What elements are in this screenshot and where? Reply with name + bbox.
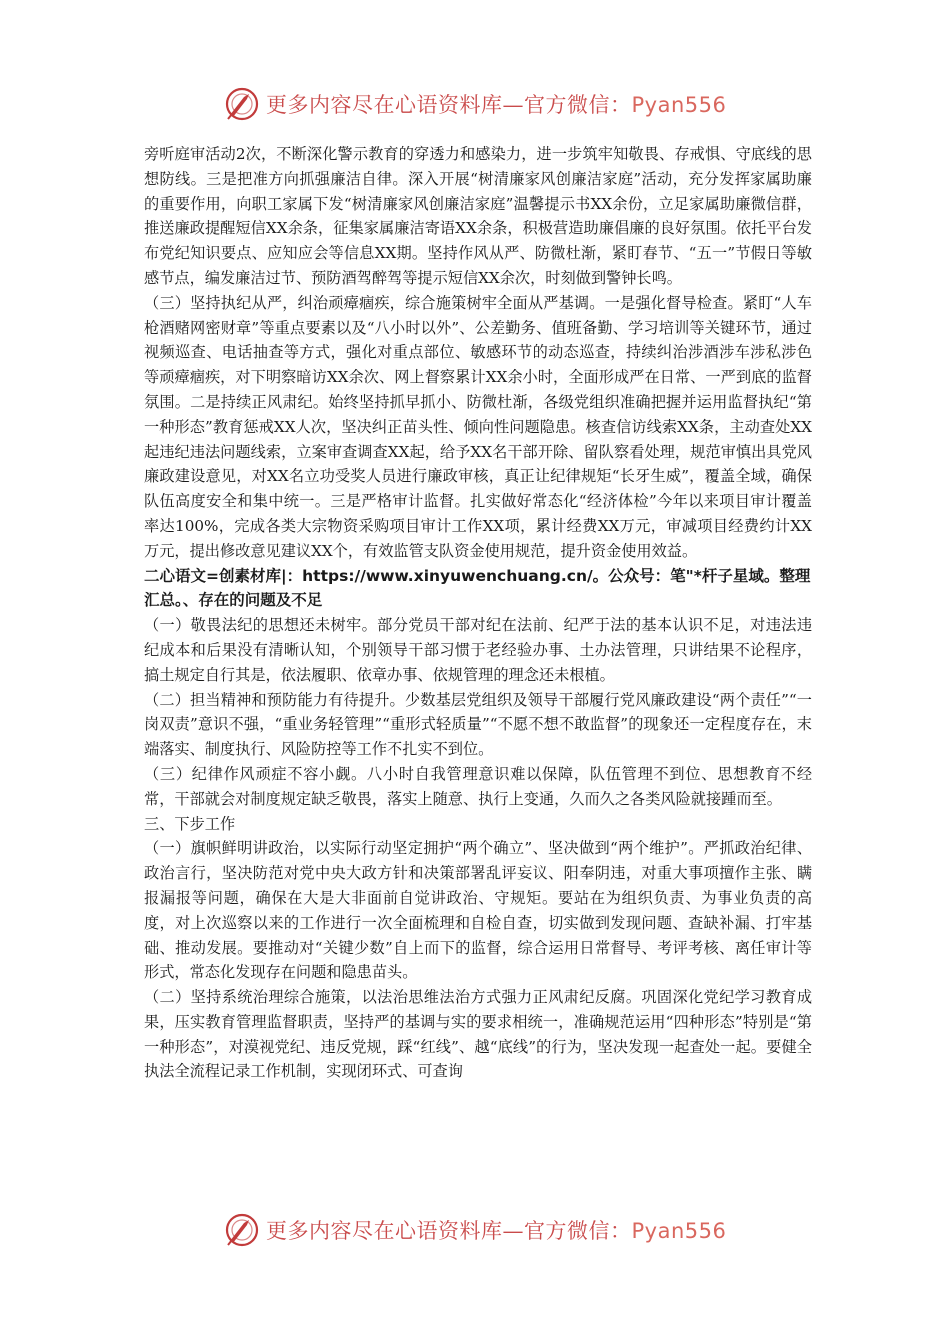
paragraph: 旁听庭审活动2次，不断深化警示教育的穿透力和感染力，进一步筑牢知敬畏、存戒惧、守底线的思想防线。三是把准方向抓强廉洁自律。深入开展“树清廉家风创廉洁家庭”活动，充分发挥家属助廉的重要作用，向职工家属下发“树清廉家风创廉洁家庭”温馨提示书XX余份，立足家属助廉微信群，推送廉政提醒短信XX余条，征集家属廉洁寄语XX余条，积极营造助廉倡廉的良好氛围。依托平台发布党纪知识要点、应知应会等信息XX期。坚持作风从严、防微杜渐，紧盯春节、“五一”节假日等敏感节点，编发廉洁过节、预防酒驾醉驾等提示短信XX余次，时刻做到警钟长鸣。 <box>144 145 812 287</box>
paragraph: （一）敬畏法纪的思想还未树牢。部分党员干部对纪在法前、纪严于法的基本认识不足，对违法违纪成本和后果没有清晰认知，个别领导干部习惯于老经验办事、土办法管理，只讲结果不论程序，搞土规定自行其是，依法履职、依章办事、依规管理的理念还未根植。 <box>144 616 812 684</box>
document-body <box>144 142 812 1084</box>
paragraph: （三）坚持执纪从严，纠治顽瘴痼疾，综合施策树牢全面从严基调。一是强化督导检查。紧盯“人车枪酒赌网密财章”等重点要素以及“八小时以外”、公差勤务、值班备勤、学习培训等关键环节，通过视频巡查、电话抽查等方式，强化对重点部位、敏感环节的动态巡查，持续纠治涉酒涉车涉私涉色等顽瘴痼疾，对下明察暗访XX余次、网上督察累计XX余小时，全面形成严在日常、一严到底的监督氛围。二是持续正风肃纪。始终坚持抓早抓小、防微杜渐，各级党组织准确把握并运用监督执纪“第一种形态”教育惩戒XX人次，坚决纠正苗头性、倾向性问题隐患。核查信访线索XX条，主动查处XX起违纪违法问题线索，立案审查调查XX起，给予XX名干部开除、留队察看处理，规范审慎出具党风廉政建设意见，对XX名立功受奖人员进行廉政审核，真正让纪律规矩“长牙生威”，覆盖全域，确保队伍高度安全和集中统一。三是严格审计监督。扎实做好常态化“经济体检”今年以来项目审计覆盖率达100%，完成各类大宗物资采购项目审计工作XX项，累计经费XX万元，审减项目经费约计XX万元，提出修改意见建议XX个，有效监管支队资金使用规范，提升资金使用效益。 <box>144 293 812 560</box>
brand-logo-icon <box>222 84 262 124</box>
section-heading: 三、下步工作 <box>144 814 236 833</box>
header-banner <box>222 80 742 128</box>
banner-text <box>266 89 726 119</box>
source-note: 二心语文=创素材库|：https://www.xinyuwenchuang.cn/。公众号：笔"*杆子星域。整理汇总。、存在的问题及不足 <box>144 566 811 610</box>
paragraph: （二）坚持系统治理综合施策，以法治思维法治方式强力正风肃纪反腐。巩固深化党纪学习教育成果，压实教育管理监督职责，坚持严的基调与实的要求相统一，准确规范运用“四种形态”特别是“第一种形态”，对漠视党纪、违反党规，踩“红线”、越“底线”的行为，坚决发现一起查处一起。要健全执法全流程记录工作机制，实现闭环式、可查询 <box>144 988 812 1081</box>
paragraph: （三）纪律作风顽症不容小觑。八小时自我管理意识难以保障，队伍管理不到位、思想教育不经常，干部就会对制度规定缺乏敬畏，落实上随意、执行上变通，久而久之各类风险就接踵而至。 <box>144 764 812 808</box>
paragraph: （二）担当精神和预防能力有待提升。少数基层党组织及领导干部履行党风廉政建设“两个责任”“一岗双责”意识不强，“重业务轻管理”“重形式轻质量”“不愿不想不敢监督”的现象还一定程度存在，末端落实、制度执行、风险防控等工作不扎实不到位。 <box>144 690 812 759</box>
banner-slogan: 更多内容尽在心语资料库—官方微信： <box>266 1219 632 1243</box>
banner-slogan: 更多内容尽在心语资料库—官方微信： <box>266 93 632 117</box>
footer-banner <box>222 1206 742 1254</box>
banner-handle: Pyan556 <box>631 1219 727 1243</box>
banner-text <box>266 1215 726 1245</box>
brand-logo-icon <box>222 1210 262 1250</box>
banner-handle: Pyan556 <box>631 93 727 117</box>
paragraph: （一）旗帜鲜明讲政治，以实际行动坚定拥护“两个确立”、坚决做到“两个维护”。严抓政治纪律、政治言行，坚决防范对党中央大政方针和决策部署乱评妄议、阳奉阴违，对重大事项擅作主张、瞒报漏报等问题，确保在大是大非面前自觉讲政治、守规矩。要站在为组织负责、为事业负责的高度，对上次巡察以来的工作进行一次全面梳理和自检自查，切实做到发现问题、查缺补漏、打牢基础、推动发展。要推动对“关键少数”自上而下的监督，综合运用日常督导、考评考核、离任审计等形式，常态化发现存在问题和隐患苗头。 <box>144 839 812 982</box>
